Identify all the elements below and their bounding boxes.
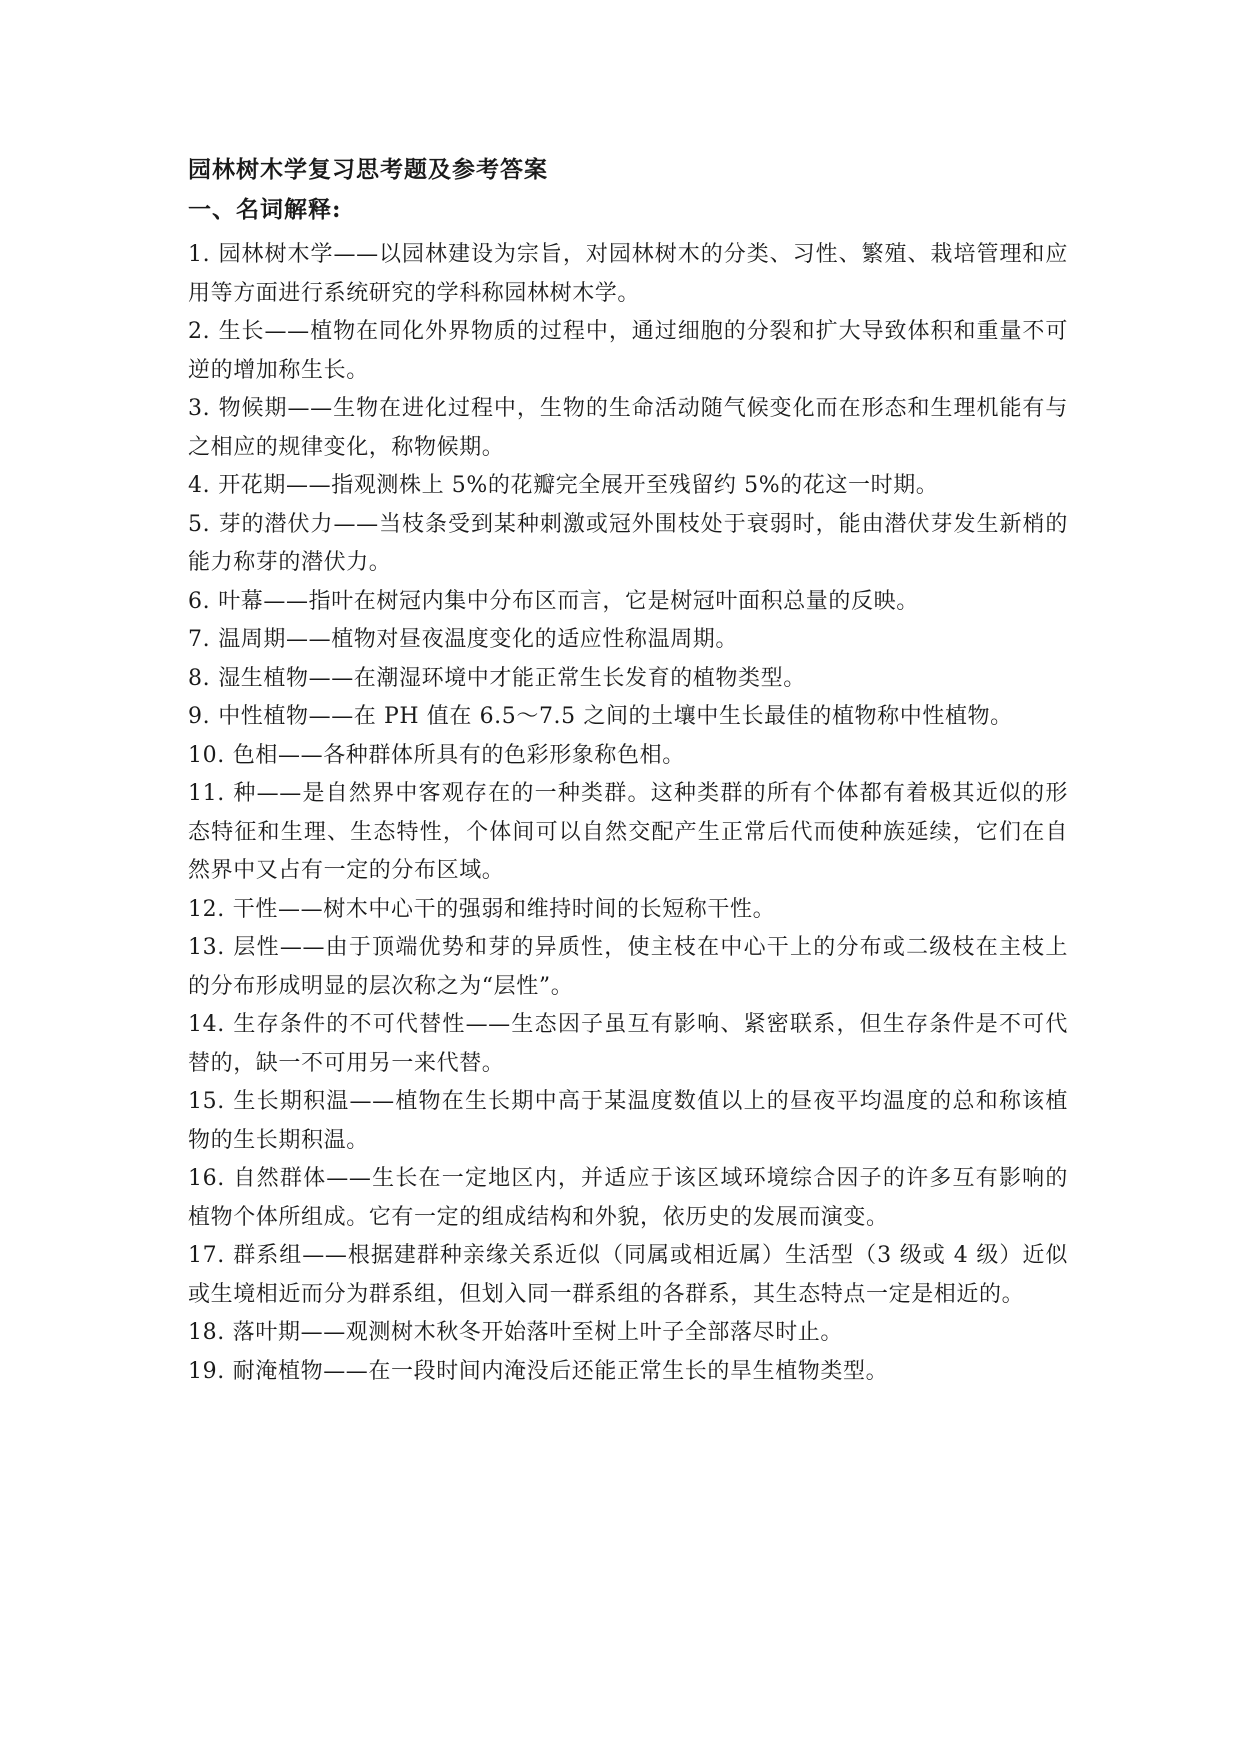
entry-number: 16. <box>188 1166 225 1191</box>
entry-text: 自然群体——生长在一定地区内，并适应于该区域环境综合因子的许多互有影响的植物个体所组成。它有一定的组成结构和外貌，依历史的发展而演变。 <box>188 1166 1068 1230</box>
entry-text: 生长——植物在同化外界物质的过程中，通过细胞的分裂和扩大导致体积和重量不可逆的增加称生长。 <box>188 319 1068 383</box>
definition-entry <box>188 1314 1068 1353</box>
definition-entry <box>188 660 1068 699</box>
entry-text: 芽的潜伏力——当枝条受到某种刺激或冠外围枝处于衰弱时，能由潜伏芽发生新梢的能力称芽的潜伏力。 <box>188 511 1068 575</box>
entry-text: 生长期积温——植物在生长期中高于某温度数值以上的昼夜平均温度的总和称该植物的生长期积温。 <box>188 1089 1068 1153</box>
entry-number: 15. <box>188 1089 225 1114</box>
entry-number: 7. <box>188 627 211 652</box>
entry-number: 17. <box>188 1243 225 1268</box>
entry-text: 中性植物——在 PH 值在 6.5～7.5 之间的土壤中生长最佳的植物称中性植物。 <box>218 704 1013 729</box>
definition-entry <box>188 621 1068 660</box>
entry-number: 8. <box>188 665 211 691</box>
document-title: 园林树木学复习思考题及参考答案 <box>188 156 548 183</box>
entry-number: 19. <box>188 1358 225 1384</box>
entry-text: 物候期——生物在进化过程中，生物的生命活动随气候变化而在形态和生理机能有与之相应的规律变化，称物候期。 <box>188 396 1068 460</box>
entry-number: 2. <box>188 319 211 344</box>
definition-entry <box>188 1237 1068 1314</box>
entry-text: 群系组——根据建群种亲缘关系近似（同属或相近属）生活型（3 级或 4 级）近似或生境相近而分为群系组，但划入同一群系组的各群系，其生态特点一定是相近的。 <box>188 1243 1068 1307</box>
entry-number: 9. <box>188 704 211 729</box>
definition-entry <box>188 583 1068 622</box>
entry-number: 12. <box>188 896 225 922</box>
entry-text: 落叶期——观测树木秋冬开始落叶至树上叶子全部落尽时止。 <box>232 1320 843 1345</box>
definition-list <box>188 236 1068 1391</box>
definition-entry <box>188 390 1068 467</box>
entry-number: 11. <box>188 781 225 806</box>
entry-number: 1. <box>188 242 211 267</box>
definition-entry <box>188 891 1068 930</box>
definition-entry <box>188 737 1068 776</box>
entry-text: 耐淹植物——在一段时间内淹没后还能正常生长的旱生植物类型。 <box>232 1358 889 1384</box>
entry-text: 开花期——指观测株上 5%的花瓣完全展开至残留约 5%的花这一时期。 <box>218 473 939 498</box>
entry-text: 温周期——植物对昼夜温度变化的适应性称温周期。 <box>218 627 739 652</box>
definition-entry <box>188 1083 1068 1160</box>
definition-entry <box>188 698 1068 737</box>
definition-entry <box>188 506 1068 583</box>
section-heading: 一、名词解释: <box>188 196 342 223</box>
definition-entry <box>188 313 1068 390</box>
entry-text: 干性——树木中心干的强弱和维持时间的长短称干性。 <box>232 896 776 922</box>
entry-number: 6. <box>188 588 211 614</box>
definition-entry <box>188 1006 1068 1083</box>
definition-entry <box>188 1353 1068 1392</box>
entry-number: 10. <box>188 742 225 768</box>
entry-number: 14. <box>188 1012 225 1037</box>
definition-entry <box>188 1160 1068 1237</box>
definition-entry <box>188 467 1068 506</box>
entry-text: 色相——各种群体所具有的色彩形象称色相。 <box>232 742 685 768</box>
definition-entry <box>188 236 1068 313</box>
entry-text: 生存条件的不可代替性——生态因子虽互有影响、紧密联系，但生存条件是不可代替的，缺一不可用另一来代替。 <box>188 1012 1068 1076</box>
definition-entry <box>188 775 1068 891</box>
definition-entry <box>188 929 1068 1006</box>
entry-text: 湿生植物——在潮湿环境中才能正常生长发育的植物类型。 <box>218 665 806 691</box>
entry-text: 种——是自然界中客观存在的一种类群。这种类群的所有个体都有着极其近似的形态特征和生理、生态特性，个体间可以自然交配产生正常后代而使种族延续，它们在自然界中又占有一定的分布区域。 <box>188 781 1068 883</box>
entry-text: 园林树木学——以园林建设为宗旨，对园林树木的分类、习性、繁殖、栽培管理和应用等方面进行系统研究的学科称园林树木学。 <box>188 242 1068 306</box>
entry-text: 叶幕——指叶在树冠内集中分布区而言，它是树冠叶面积总量的反映。 <box>218 588 919 614</box>
entry-number: 13. <box>188 935 225 960</box>
entry-text: 层性——由于顶端优势和芽的异质性，使主枝在中心干上的分布或二级枝在主枝上的分布形成明显的层次称之为“层性”。 <box>188 935 1068 999</box>
entry-number: 4. <box>188 473 211 498</box>
entry-number: 3. <box>188 396 211 421</box>
document-page <box>188 150 1068 1391</box>
entry-number: 18. <box>188 1320 225 1345</box>
entry-number: 5. <box>188 511 211 537</box>
